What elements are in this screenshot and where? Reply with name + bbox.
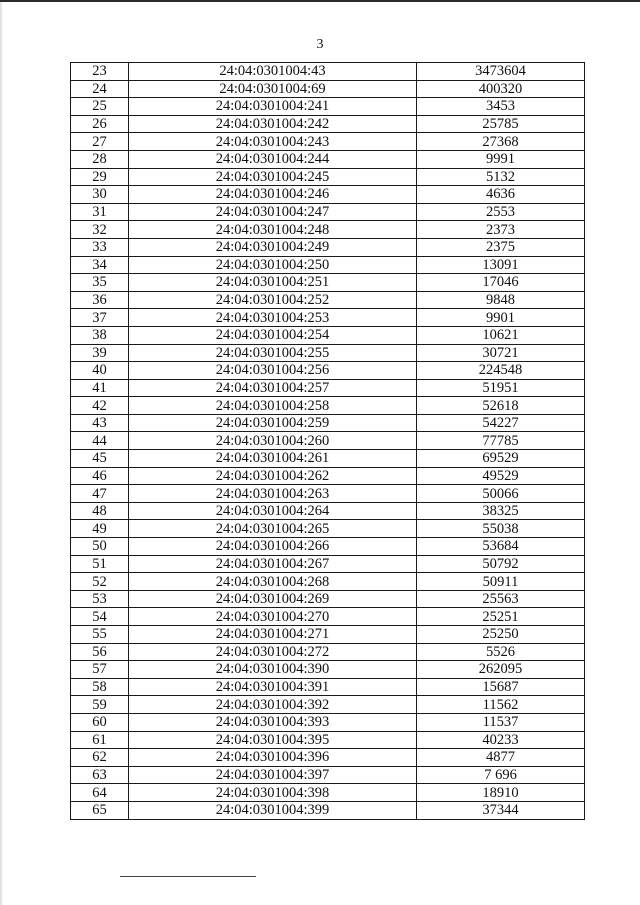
row-number-cell: 40 bbox=[71, 362, 129, 380]
area-cell: 2553 bbox=[417, 203, 585, 221]
row-number-cell: 38 bbox=[71, 326, 129, 344]
area-cell: 50911 bbox=[417, 573, 585, 591]
table-row bbox=[71, 133, 585, 151]
area-cell: 3453 bbox=[417, 98, 585, 116]
cadastral-number-cell: 24:04:0301004:243 bbox=[129, 133, 417, 151]
cadastral-number-cell: 24:04:0301004:253 bbox=[129, 309, 417, 327]
cadastral-number-cell: 24:04:0301004:267 bbox=[129, 555, 417, 573]
area-cell: 2373 bbox=[417, 221, 585, 239]
cadastral-number-cell: 24:04:0301004:248 bbox=[129, 221, 417, 239]
table-row bbox=[71, 150, 585, 168]
row-number-cell: 54 bbox=[71, 608, 129, 626]
table-row bbox=[71, 784, 585, 802]
cadastral-number-cell: 24:04:0301004:392 bbox=[129, 696, 417, 714]
table-row bbox=[71, 414, 585, 432]
cadastral-number-cell: 24:04:0301004:264 bbox=[129, 502, 417, 520]
table-row bbox=[71, 432, 585, 450]
area-cell: 69529 bbox=[417, 450, 585, 468]
area-cell: 17046 bbox=[417, 274, 585, 292]
table-row bbox=[71, 63, 585, 81]
table-row bbox=[71, 590, 585, 608]
area-cell: 53684 bbox=[417, 538, 585, 556]
table-row bbox=[71, 450, 585, 468]
cadastral-number-cell: 24:04:0301004:266 bbox=[129, 538, 417, 556]
cadastral-number-cell: 24:04:0301004:263 bbox=[129, 485, 417, 503]
area-cell: 18910 bbox=[417, 784, 585, 802]
cadastral-number-cell: 24:04:0301004:255 bbox=[129, 344, 417, 362]
table-row bbox=[71, 344, 585, 362]
row-number-cell: 39 bbox=[71, 344, 129, 362]
row-number-cell: 51 bbox=[71, 555, 129, 573]
row-number-cell: 44 bbox=[71, 432, 129, 450]
area-cell: 11537 bbox=[417, 713, 585, 731]
cadastral-number-cell: 24:04:0301004:268 bbox=[129, 573, 417, 591]
table-row bbox=[71, 238, 585, 256]
row-number-cell: 65 bbox=[71, 801, 129, 819]
table-row bbox=[71, 379, 585, 397]
area-cell: 224548 bbox=[417, 362, 585, 380]
area-cell: 9991 bbox=[417, 150, 585, 168]
table-row bbox=[71, 573, 585, 591]
row-number-cell: 48 bbox=[71, 502, 129, 520]
area-cell: 11562 bbox=[417, 696, 585, 714]
row-number-cell: 55 bbox=[71, 626, 129, 644]
area-cell: 25785 bbox=[417, 115, 585, 133]
table-row bbox=[71, 203, 585, 221]
cadastral-number-cell: 24:04:0301004:43 bbox=[129, 63, 417, 81]
cadastral-number-cell: 24:04:0301004:250 bbox=[129, 256, 417, 274]
table-row bbox=[71, 626, 585, 644]
table-row bbox=[71, 186, 585, 204]
row-number-cell: 53 bbox=[71, 590, 129, 608]
cadastral-number-cell: 24:04:0301004:395 bbox=[129, 731, 417, 749]
area-cell: 3473604 bbox=[417, 63, 585, 81]
cadastral-table bbox=[70, 62, 585, 820]
row-number-cell: 42 bbox=[71, 397, 129, 415]
table-row bbox=[71, 467, 585, 485]
row-number-cell: 47 bbox=[71, 485, 129, 503]
row-number-cell: 36 bbox=[71, 291, 129, 309]
table-row bbox=[71, 696, 585, 714]
table-row bbox=[71, 274, 585, 292]
table-row bbox=[71, 485, 585, 503]
cadastral-number-cell: 24:04:0301004:69 bbox=[129, 80, 417, 98]
row-number-cell: 56 bbox=[71, 643, 129, 661]
row-number-cell: 41 bbox=[71, 379, 129, 397]
table-row bbox=[71, 221, 585, 239]
area-cell: 30721 bbox=[417, 344, 585, 362]
row-number-cell: 34 bbox=[71, 256, 129, 274]
page-number: 3 bbox=[316, 37, 324, 52]
cadastral-number-cell: 24:04:0301004:241 bbox=[129, 98, 417, 116]
row-number-cell: 24 bbox=[71, 80, 129, 98]
table-row bbox=[71, 309, 585, 327]
area-cell: 10621 bbox=[417, 326, 585, 344]
row-number-cell: 28 bbox=[71, 150, 129, 168]
table-row bbox=[71, 502, 585, 520]
row-number-cell: 57 bbox=[71, 661, 129, 679]
top-border-line bbox=[0, 0, 640, 2]
row-number-cell: 49 bbox=[71, 520, 129, 538]
row-number-cell: 50 bbox=[71, 538, 129, 556]
cadastral-number-cell: 24:04:0301004:245 bbox=[129, 168, 417, 186]
area-cell: 38325 bbox=[417, 502, 585, 520]
table-row bbox=[71, 80, 585, 98]
table-row bbox=[71, 661, 585, 679]
cadastral-number-cell: 24:04:0301004:257 bbox=[129, 379, 417, 397]
row-number-cell: 58 bbox=[71, 678, 129, 696]
area-cell: 50792 bbox=[417, 555, 585, 573]
table-row bbox=[71, 397, 585, 415]
area-cell: 2375 bbox=[417, 238, 585, 256]
row-number-cell: 33 bbox=[71, 238, 129, 256]
area-cell: 25250 bbox=[417, 626, 585, 644]
cadastral-number-cell: 24:04:0301004:271 bbox=[129, 626, 417, 644]
table-row bbox=[71, 678, 585, 696]
table-row bbox=[71, 749, 585, 767]
table-row bbox=[71, 362, 585, 380]
cadastral-number-cell: 24:04:0301004:256 bbox=[129, 362, 417, 380]
row-number-cell: 29 bbox=[71, 168, 129, 186]
cadastral-number-cell: 24:04:0301004:246 bbox=[129, 186, 417, 204]
cadastral-number-cell: 24:04:0301004:396 bbox=[129, 749, 417, 767]
table-body bbox=[71, 63, 585, 820]
area-cell: 37344 bbox=[417, 801, 585, 819]
area-cell: 262095 bbox=[417, 661, 585, 679]
area-cell: 40233 bbox=[417, 731, 585, 749]
cadastral-number-cell: 24:04:0301004:399 bbox=[129, 801, 417, 819]
area-cell: 77785 bbox=[417, 432, 585, 450]
cadastral-number-cell: 24:04:0301004:249 bbox=[129, 238, 417, 256]
table-row bbox=[71, 608, 585, 626]
cadastral-number-cell: 24:04:0301004:254 bbox=[129, 326, 417, 344]
cadastral-number-cell: 24:04:0301004:242 bbox=[129, 115, 417, 133]
footnote-separator-line bbox=[120, 876, 256, 877]
table-row bbox=[71, 731, 585, 749]
row-number-cell: 27 bbox=[71, 133, 129, 151]
table-row bbox=[71, 291, 585, 309]
area-cell: 13091 bbox=[417, 256, 585, 274]
cadastral-number-cell: 24:04:0301004:390 bbox=[129, 661, 417, 679]
row-number-cell: 63 bbox=[71, 766, 129, 784]
table-row bbox=[71, 643, 585, 661]
area-cell: 7 696 bbox=[417, 766, 585, 784]
area-cell: 50066 bbox=[417, 485, 585, 503]
row-number-cell: 59 bbox=[71, 696, 129, 714]
row-number-cell: 60 bbox=[71, 713, 129, 731]
area-cell: 27368 bbox=[417, 133, 585, 151]
area-cell: 25563 bbox=[417, 590, 585, 608]
row-number-cell: 25 bbox=[71, 98, 129, 116]
cadastral-number-cell: 24:04:0301004:262 bbox=[129, 467, 417, 485]
cadastral-number-cell: 24:04:0301004:397 bbox=[129, 766, 417, 784]
row-number-cell: 23 bbox=[71, 63, 129, 81]
cadastral-number-cell: 24:04:0301004:393 bbox=[129, 713, 417, 731]
cadastral-number-cell: 24:04:0301004:259 bbox=[129, 414, 417, 432]
table-row bbox=[71, 520, 585, 538]
table-row bbox=[71, 256, 585, 274]
cadastral-number-cell: 24:04:0301004:391 bbox=[129, 678, 417, 696]
area-cell: 400320 bbox=[417, 80, 585, 98]
area-cell: 5526 bbox=[417, 643, 585, 661]
cadastral-number-cell: 24:04:0301004:258 bbox=[129, 397, 417, 415]
table-row bbox=[71, 713, 585, 731]
table-row bbox=[71, 98, 585, 116]
row-number-cell: 43 bbox=[71, 414, 129, 432]
area-cell: 51951 bbox=[417, 379, 585, 397]
cadastral-number-cell: 24:04:0301004:261 bbox=[129, 450, 417, 468]
table-row bbox=[71, 168, 585, 186]
cadastral-number-cell: 24:04:0301004:398 bbox=[129, 784, 417, 802]
row-number-cell: 30 bbox=[71, 186, 129, 204]
cadastral-number-cell: 24:04:0301004:260 bbox=[129, 432, 417, 450]
area-cell: 4877 bbox=[417, 749, 585, 767]
cadastral-number-cell: 24:04:0301004:244 bbox=[129, 150, 417, 168]
row-number-cell: 37 bbox=[71, 309, 129, 327]
table-row bbox=[71, 115, 585, 133]
table-row bbox=[71, 555, 585, 573]
cadastral-number-cell: 24:04:0301004:251 bbox=[129, 274, 417, 292]
area-cell: 5132 bbox=[417, 168, 585, 186]
cadastral-number-cell: 24:04:0301004:269 bbox=[129, 590, 417, 608]
area-cell: 54227 bbox=[417, 414, 585, 432]
cadastral-number-cell: 24:04:0301004:272 bbox=[129, 643, 417, 661]
area-cell: 9848 bbox=[417, 291, 585, 309]
row-number-cell: 61 bbox=[71, 731, 129, 749]
cadastral-number-cell: 24:04:0301004:270 bbox=[129, 608, 417, 626]
scan-edge-shadow bbox=[0, 0, 3, 905]
area-cell: 4636 bbox=[417, 186, 585, 204]
row-number-cell: 32 bbox=[71, 221, 129, 239]
cadastral-number-cell: 24:04:0301004:252 bbox=[129, 291, 417, 309]
cadastral-number-cell: 24:04:0301004:247 bbox=[129, 203, 417, 221]
area-cell: 15687 bbox=[417, 678, 585, 696]
area-cell: 52618 bbox=[417, 397, 585, 415]
row-number-cell: 62 bbox=[71, 749, 129, 767]
cadastral-number-cell: 24:04:0301004:265 bbox=[129, 520, 417, 538]
row-number-cell: 45 bbox=[71, 450, 129, 468]
row-number-cell: 31 bbox=[71, 203, 129, 221]
table-row bbox=[71, 326, 585, 344]
table-row bbox=[71, 766, 585, 784]
area-cell: 25251 bbox=[417, 608, 585, 626]
area-cell: 49529 bbox=[417, 467, 585, 485]
area-cell: 55038 bbox=[417, 520, 585, 538]
row-number-cell: 26 bbox=[71, 115, 129, 133]
table-row bbox=[71, 801, 585, 819]
row-number-cell: 46 bbox=[71, 467, 129, 485]
row-number-cell: 64 bbox=[71, 784, 129, 802]
area-cell: 9901 bbox=[417, 309, 585, 327]
table-row bbox=[71, 538, 585, 556]
row-number-cell: 52 bbox=[71, 573, 129, 591]
row-number-cell: 35 bbox=[71, 274, 129, 292]
